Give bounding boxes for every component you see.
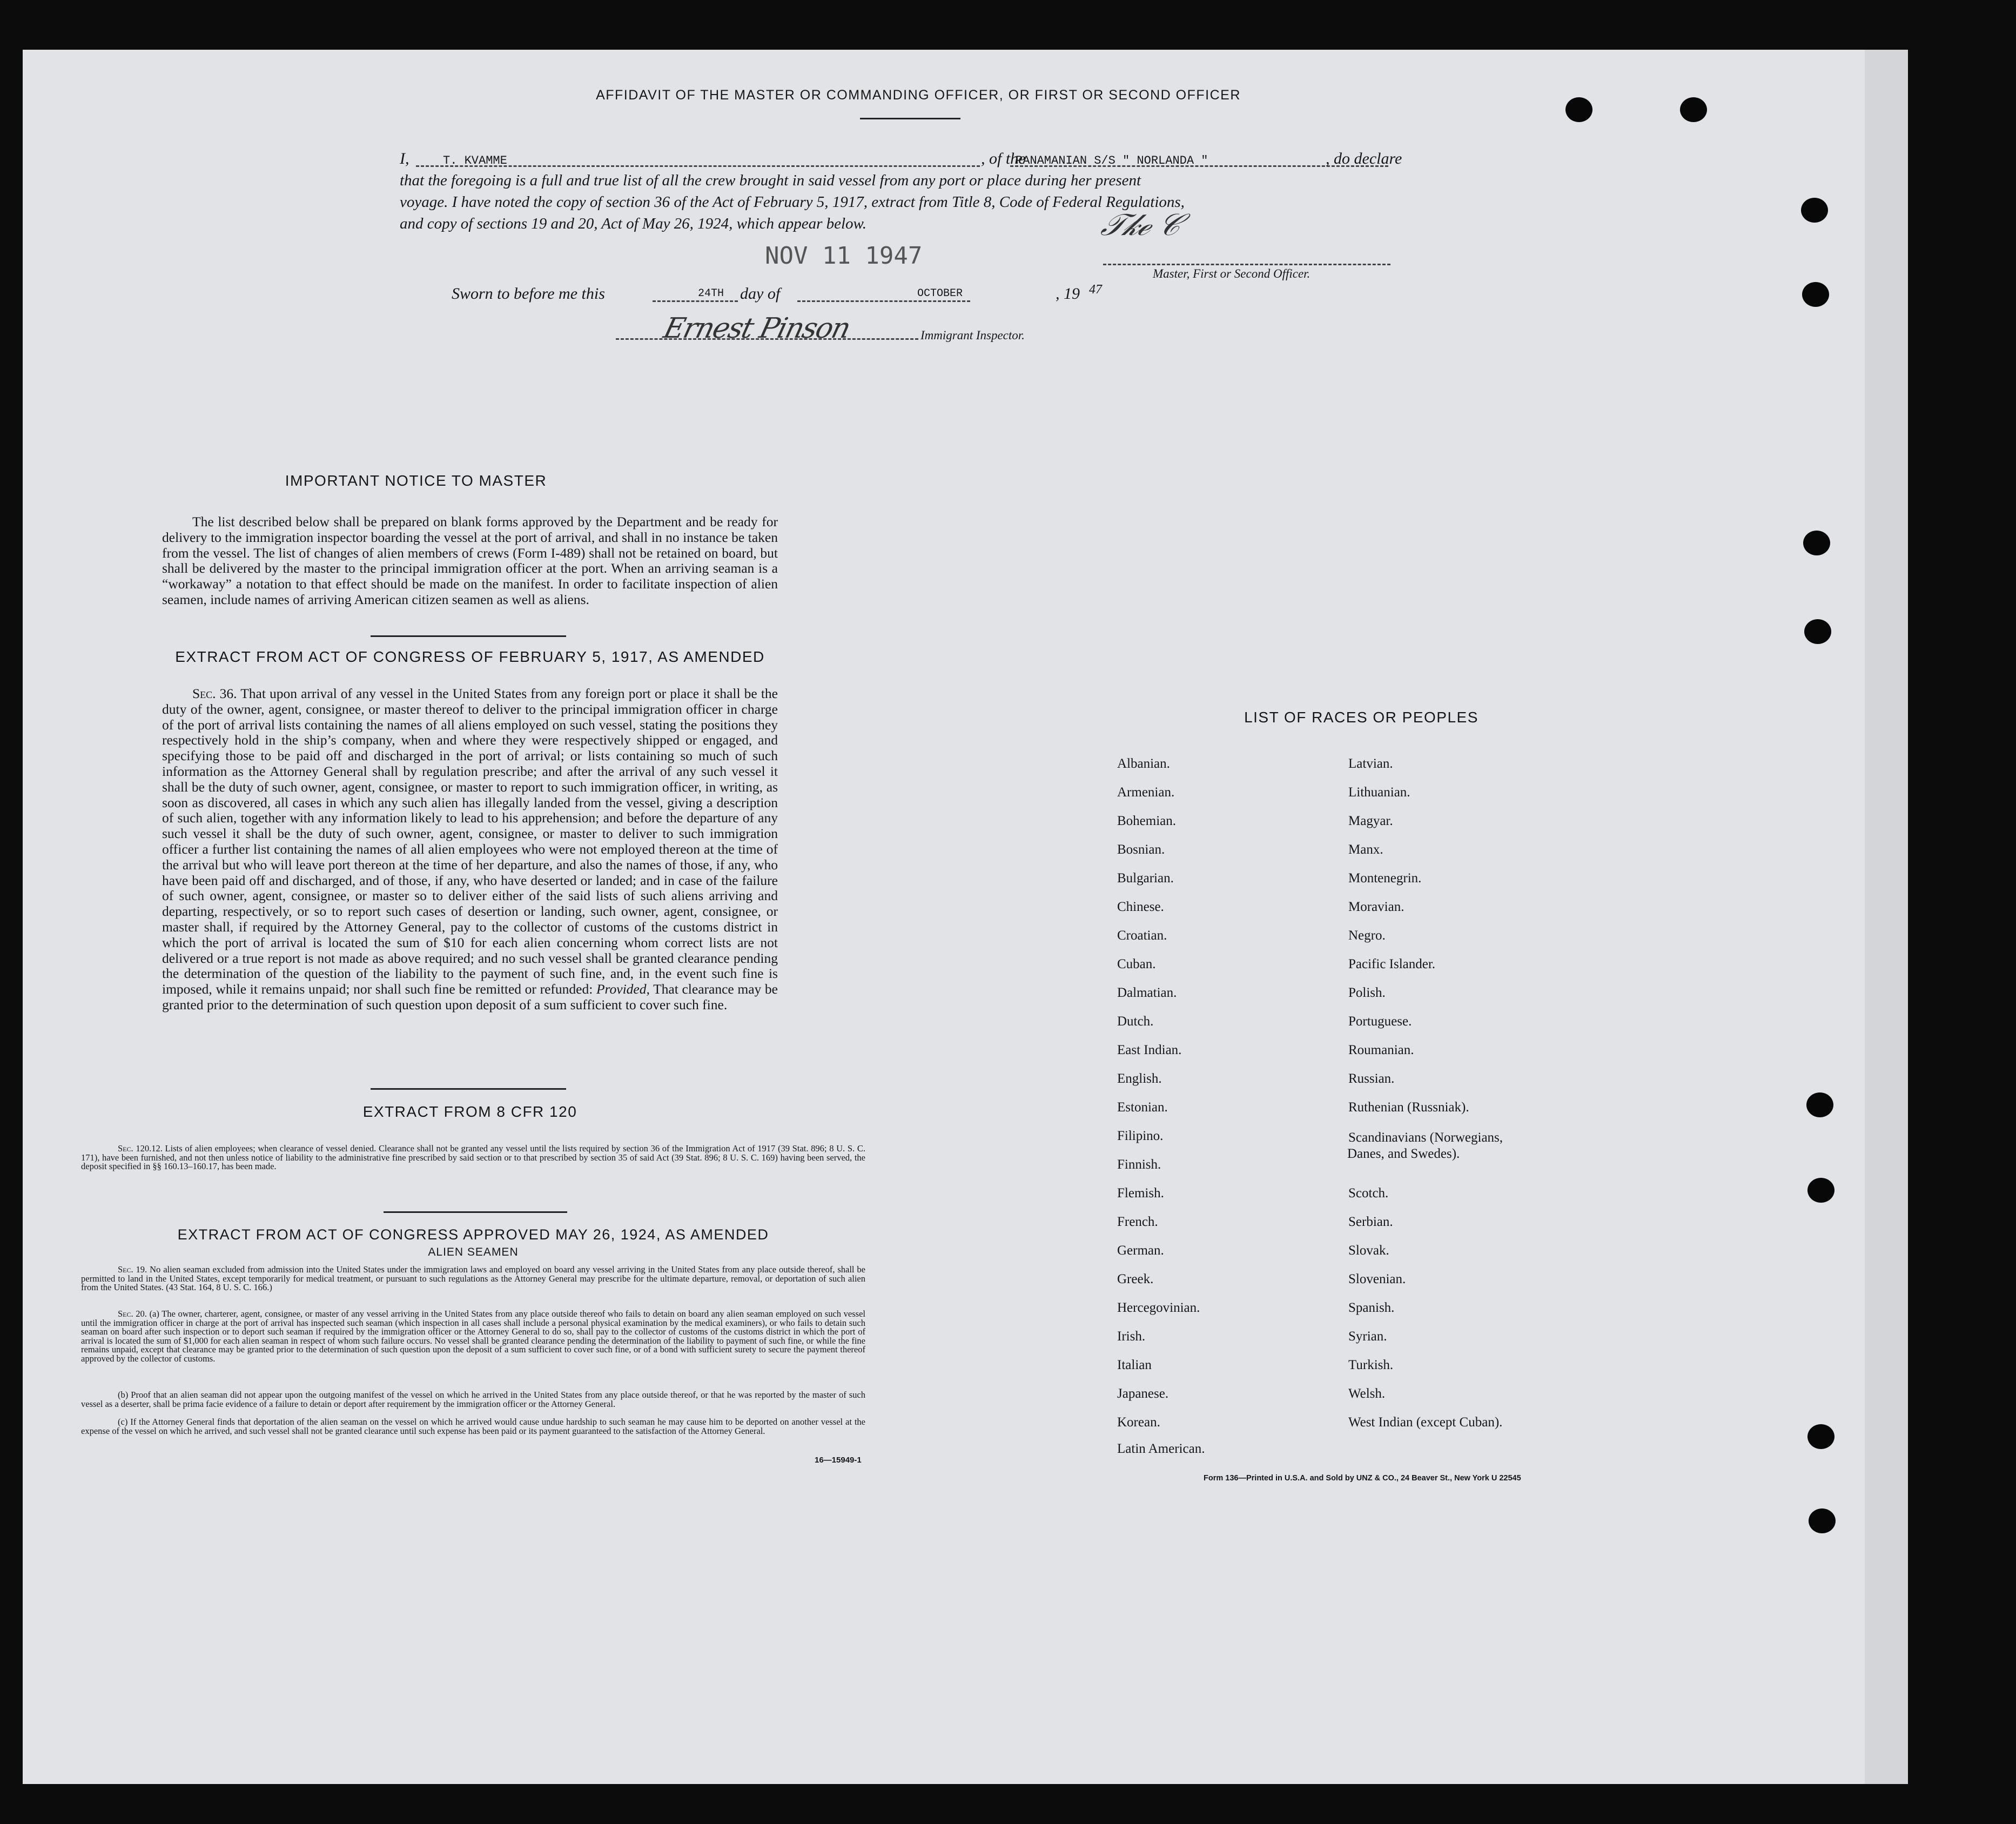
section-divider (384, 1211, 567, 1213)
race-item: Greek. (1117, 1272, 1154, 1286)
race-item: French. (1117, 1215, 1158, 1229)
punch-hole (1804, 619, 1831, 644)
proviso-label: Provided, (596, 981, 650, 997)
race-item: Korean. (1117, 1415, 1160, 1430)
race-item: Italian (1117, 1358, 1152, 1372)
race-item: Russian. (1348, 1071, 1395, 1086)
race-item: Albanian. (1117, 756, 1170, 771)
race-item: Welsh. (1348, 1386, 1386, 1401)
sworn-line (452, 283, 1154, 305)
sec-19-label: Sec. 19. (118, 1264, 147, 1275)
race-item: Filipino. (1117, 1129, 1164, 1143)
sec-19-paragraph (81, 1265, 865, 1292)
do-declare-label: , do declare (1326, 150, 1402, 167)
race-item: Slovenian. (1348, 1272, 1406, 1286)
race-item: Polish. (1348, 985, 1386, 1000)
punch-hole (1806, 1092, 1833, 1117)
i-label: I, (400, 150, 409, 167)
race-item: West Indian (except Cuban). (1348, 1415, 1503, 1430)
section-divider (371, 635, 566, 637)
cfr-body (81, 1144, 865, 1171)
race-item: Spanish. (1348, 1300, 1395, 1315)
race-item: English. (1117, 1071, 1162, 1086)
sworn-label: Sworn to before me this (452, 285, 605, 303)
race-item: Slovak. (1348, 1243, 1389, 1258)
sec-20b-paragraph: (b) Proof that an alien seaman did not appear upon the outgoing manifest of the vessel on which he arrived in the United States from any place outside thereof, or that he was reported by the master of such vessel as a deserter, shall be prima facie evidence of a failure to detain or deport after requirement by the immigration officer or the Attorney General. (81, 1390, 865, 1409)
affidavit-title: AFFIDAVIT OF THE MASTER OR COMMANDING OFFICER, OR FIRST OR SECOND OFFICER (596, 88, 1241, 103)
race-item: Chinese. (1117, 900, 1164, 914)
race-item: Roumanian. (1348, 1043, 1414, 1057)
race-item: Latvian. (1348, 756, 1393, 771)
race-item: Bulgarian. (1117, 871, 1174, 886)
punch-hole (1680, 97, 1707, 122)
affidavit-line-2: that the foregoing is a full and true list of all the crew brought in said vessel from any port or place during her present (400, 172, 1141, 189)
master-caption: Master, First or Second Officer. (1153, 267, 1311, 280)
race-item: Danes, and Swedes). (1347, 1146, 1460, 1161)
race-item: Scandinavians (Norwegians, (1348, 1130, 1503, 1145)
race-item: Turkish. (1348, 1358, 1394, 1372)
race-item: Latin American. (1117, 1441, 1205, 1456)
race-item: Estonian. (1117, 1100, 1168, 1115)
race-item: Portuguese. (1348, 1014, 1412, 1029)
race-item: Hercegovinian. (1117, 1300, 1200, 1315)
sworn-month: OCTOBER (917, 287, 963, 300)
punch-hole (1565, 97, 1592, 122)
race-item: Manx. (1348, 842, 1383, 857)
signature-line (1103, 264, 1390, 265)
inspector-caption: Immigrant Inspector. (920, 328, 1025, 342)
proviso-text: That clearance may be granted prior to the determination of such question upon deposit of a sum sufficient to cover such fine. (162, 981, 778, 1012)
sec-36-text: That upon arrival of any vessel in the United States from any foreign port or place it shall be the duty of the owner, agent, consignee, or master thereof to deliver to the principal immigration officer in charge of the port of arrival lists containing the names of all aliens employed on such vessel, stating the positions they respectively hold in the ship’s company, when and where they were respectively shipped or engaged, and specifying those to be paid off and discharged in the port of arrival; or lists containing so much of such information as the Attorney General shall by regulation prescribe; and after the arrival of any such vessel it shall be the duty of such owner, agent, consignee, or master to report to such immigration officer, in writing, as soon as discovered, all cases in which any such alien has illegally landed from the vessel, giving a description of such alien, together with any information likely to lead to his apprehension; and before the departure of any such vessel it shall be the duty of such owner, agent, consignee, or master to deliver to such immigration officer a further list containing the names of all alien employees who were not employed thereon at the time of the arrival but who will leave port thereon at the time of her departure, and also the names of those, if any, who have been paid off and discharged, and of those, if any, who have deserted or landed; and in case of the failure of such owner, agent, consignee, or master so to deliver either of the said lists of such aliens arriving and departing, respectively, or so to report such cases of desertion or landing, such owner, agent, consignee, or master shall, if required by the Attorney General, pay to the collector of customs of the customs district in which the port of arrival is located the sum of $10 for each alien concerning whom correct lists are not delivered or a true report is not made as above required; and no such vessel shall be granted clearance pending the determination of the question of the liability to the payment of such fine, and, in the event such fine is imposed, while it remains unpaid; nor shall such fine be remitted or refunded: (162, 686, 778, 997)
punch-hole (1803, 531, 1830, 555)
print-code: 16—15949-1 (815, 1456, 862, 1465)
sec-20a-paragraph (81, 1310, 865, 1364)
race-item: German. (1117, 1243, 1164, 1258)
sec-20c-paragraph: (c) If the Attorney General finds that deportation of the alien seaman on the vessel on which he arrived would cause undue hardship to such seaman he may cause him to be deported on another vessel at the expense of the vessel on which he arrived, and such vessel shall not be granted clearance until such expense has been paid or its payment guaranteed to the satisfaction of the Attorney General. (81, 1417, 865, 1436)
race-item: Dalmatian. (1117, 985, 1177, 1000)
race-item: Moravian. (1348, 900, 1405, 914)
extract-1917-title: EXTRACT FROM ACT OF CONGRESS OF FEBRUARY 5, 1917, AS AMENDED (175, 648, 765, 665)
race-item: Montenegrin. (1348, 871, 1422, 886)
master-signature: 𝒯𝓀ℯ 𝒞 (1098, 207, 1184, 243)
notice-title: IMPORTANT NOTICE TO MASTER (285, 472, 547, 489)
race-item: Serbian. (1348, 1215, 1393, 1229)
sworn-day: 24TH (698, 287, 724, 300)
race-item: Scotch. (1348, 1186, 1389, 1201)
sec-20a-text: (a) The owner, charterer, agent, consignee, or master of any vessel arriving in the United States from any place outside thereof who fails to detain on board any alien seaman employed on such vessel until the immigration officer in charge at the port of arrival has inspected such seaman (which inspection in all cases shall include a personal physical examination by the medical examiners), or who fails to detain such seaman on board after such inspection or to deport such seaman if required by the immigration officer or the Attorney General to do so, shall pay to the collector of customs of the customs district in which the port of arrival is located the sum of $1,000 for each alien seaman in respect of whom such failure occurs. No vessel shall be granted clearance pending the determination of the liability to payment of such fine, or while the fine remains unpaid, except that clearance may be granted prior to the determination of such question upon the deposit of a sum sufficient to cover such fine, or of a bond with sufficient surety to secure the payment thereof approved by the collector of customs. (81, 1309, 866, 1364)
punch-hole (1809, 1508, 1836, 1533)
received-date-stamp: NOV 11 1947 (765, 242, 923, 270)
inspector-line (616, 338, 918, 340)
race-item: East Indian. (1117, 1043, 1182, 1057)
section-divider (371, 1088, 566, 1090)
year-prefix: , 19 (1056, 285, 1080, 303)
fill-line (653, 300, 738, 302)
punch-hole (1802, 282, 1829, 307)
page-edge-strip (1865, 50, 1908, 1784)
day-of-label: day of (740, 285, 781, 303)
of-the-label: , of the (981, 150, 1026, 167)
race-item: Negro. (1348, 928, 1386, 943)
sec-19-text: No alien seaman excluded from admission into the United States under the immigration laws and employed on board any vessel arriving in the United States from any place outside thereof, shall be permitted to land in the United States, except temporarily for medical treatment, or pursuant to such regulations as the Attorney General may prescribe for the ultimate departure, removal, or deportation of such alien from the United States. (43 Stat. 164, 8 U. S. C. 166.) (81, 1264, 866, 1293)
punch-hole (1807, 1424, 1834, 1449)
race-item: Armenian. (1117, 785, 1175, 800)
race-item: Japanese. (1117, 1386, 1169, 1401)
sec-120-text: Lists of alien employees; when clearance of vessel denied. Clearance shall not be granted any vessel until the lists required by section 36 of the Immigration Act of 1917 (39 Stat. 896; 8 U. S. C. 171), have been furnished, and not then unless notice of liability to the administrative fine prescribed by said section or to that prescribed by section 35 of said Act (39 Stat. 896; 8 U. S. C. 169) having been served, the deposit specified in §§ 160.13–160.17, has been made. (81, 1143, 865, 1172)
vessel-name: PANAMANIAN S/S " NORLANDA " (1016, 154, 1208, 167)
race-item: Pacific Islander. (1348, 957, 1436, 971)
race-item: Ruthenian (Russniak). (1348, 1100, 1469, 1115)
sec-36-label: Sec. 36. (192, 686, 237, 701)
sec-120-label: Sec. 120.12. (118, 1143, 163, 1154)
affidavit-line-4: and copy of sections 19 and 20, Act of May 26, 1924, which appear below. (400, 215, 866, 232)
race-item: Dutch. (1117, 1014, 1154, 1029)
affidavit-line-3: voyage. I have noted the copy of section 36 of the Act of February 5, 1917, extract from Title 8, Code of Federal Regulations, (400, 193, 1185, 211)
extract-1917-body (162, 686, 778, 1013)
affidavit-line-1 (400, 148, 1426, 170)
race-item: Bohemian. (1117, 814, 1177, 828)
race-item: Lithuanian. (1348, 785, 1410, 800)
form-footer: Form 136—Printed in U.S.A. and Sold by UNZ & CO., 24 Beaver St., New York U 22545 (1204, 1474, 1521, 1483)
master-name: T. KVAMME (443, 154, 507, 167)
race-item: Croatian. (1117, 928, 1167, 943)
races-title: LIST OF RACES OR PEOPLES (1244, 709, 1479, 726)
punch-hole (1801, 198, 1828, 223)
race-item: Irish. (1117, 1329, 1146, 1344)
title-divider (860, 118, 960, 119)
notice-body: The list described below shall be prepared on blank forms approved by the Department and be ready for delivery to the immigration inspector boarding the vessel at the port of arrival, and shall in no instance be taken from the vessel. The list of changes of alien members of crews (Form I-489) shall not be retained on board, but shall be delivered by the master to the principal immigration officer at the port. When an arriving seaman is a “workaway” a notation to that effect should be made on the manifest. In order to facilitate inspection of alien seamen, include names of arriving American citizen seamen as well as aliens. (162, 514, 778, 607)
race-item: Flemish. (1117, 1186, 1164, 1201)
race-item: Finnish. (1117, 1157, 1161, 1172)
race-item: Syrian. (1348, 1329, 1387, 1344)
race-item: Magyar. (1348, 814, 1393, 828)
alien-seamen-subtitle: ALIEN SEAMEN (428, 1246, 519, 1258)
year-suffix: 47 (1089, 283, 1102, 297)
inspector-signature: Ernest Pinson (660, 312, 854, 345)
race-item: Bosnian. (1117, 842, 1165, 857)
fill-line (416, 165, 980, 167)
race-item: Cuban. (1117, 957, 1156, 971)
sec-20-label: Sec. 20. (118, 1309, 147, 1319)
cfr-title: EXTRACT FROM 8 CFR 120 (362, 1103, 577, 1120)
extract-1924-title: EXTRACT FROM ACT OF CONGRESS APPROVED MAY 26, 1924, AS AMENDED (177, 1226, 769, 1243)
punch-hole (1807, 1178, 1834, 1203)
